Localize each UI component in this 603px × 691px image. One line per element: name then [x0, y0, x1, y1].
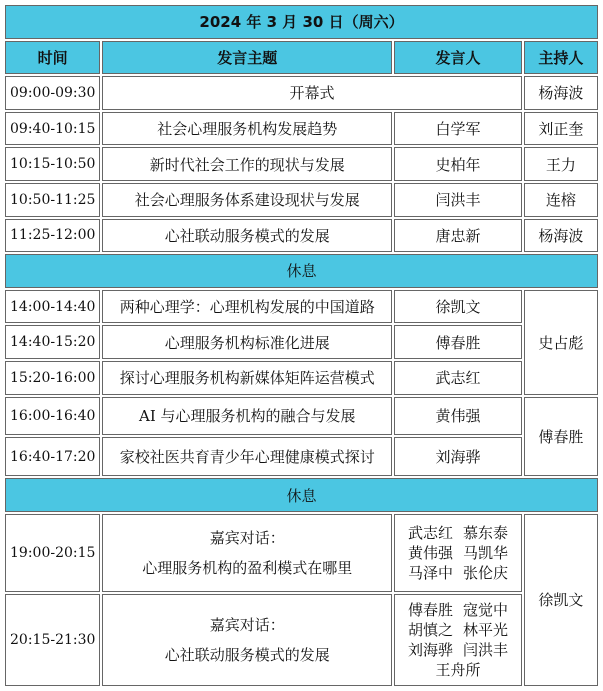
col-header-host: 主持人: [524, 41, 598, 75]
speaker-cell: 白学军: [394, 112, 521, 146]
time-cell: 09:40-10:15: [5, 112, 100, 146]
topic-cell: 两种心理学：心理机构发展的中国道路: [102, 290, 392, 324]
speaker-name: 马泽中: [407, 563, 453, 582]
speaker-cell: 徐凯文: [394, 290, 521, 324]
break-label: 休息: [5, 478, 598, 512]
host-cell: 史占彪: [524, 290, 598, 395]
host-cell: 王力: [524, 147, 598, 181]
speaker-name: 刘海骅: [407, 640, 453, 659]
topic-cell: 探讨心理服务机构新媒体矩阵运营模式: [102, 361, 392, 395]
topic-title: 心理服务机构的盈利模式在哪里: [142, 558, 353, 577]
speaker-name: 闫洪丰: [462, 640, 508, 659]
col-header-topic: 发言主题: [102, 41, 392, 75]
column-header-row: [5, 41, 598, 75]
table-row: [5, 437, 598, 476]
time-cell: 10:15-10:50: [5, 147, 100, 181]
speaker-cell: [394, 514, 521, 592]
topic-cell: 心社联动服务模式的发展: [102, 219, 392, 253]
table-row: [5, 147, 598, 181]
speaker-name: 慕东泰: [462, 523, 508, 542]
topic-title: 心社联动服务模式的发展: [164, 645, 330, 664]
col-header-time: 时间: [5, 41, 100, 75]
time-cell: 14:00-14:40: [5, 290, 100, 324]
speaker-name: 马凯华: [462, 543, 508, 562]
table-row: [5, 112, 598, 146]
table-row: [5, 325, 598, 359]
break-label: 休息: [5, 254, 598, 288]
host-cell: 徐凯文: [524, 514, 598, 686]
speaker-cell: 武志红: [394, 361, 521, 395]
speaker-cell: 闫洪丰: [394, 183, 521, 217]
speaker-cell: 傅春胜: [394, 325, 521, 359]
topic-cell: [102, 594, 392, 687]
dialogue-row: [5, 594, 598, 687]
topic-cell: 社会心理服务体系建设现状与发展: [102, 183, 392, 217]
speaker-list: [408, 600, 508, 680]
topic-cell: 新时代社会工作的现状与发展: [102, 147, 392, 181]
date-header: 2024 年 3 月 30 日（周六）: [5, 5, 598, 39]
table-row: [5, 219, 598, 253]
table-row: [5, 76, 598, 110]
date-header-row: [5, 5, 598, 39]
table-row: [5, 290, 598, 324]
speaker-name: 傅春胜: [407, 600, 453, 619]
table-row: [5, 397, 598, 436]
dialogue-row: [5, 514, 598, 592]
topic-prefix: 嘉宾对话：: [209, 615, 285, 634]
host-cell: 连榕: [524, 183, 598, 217]
time-cell: 10:50-11:25: [5, 183, 100, 217]
time-cell: 16:00-16:40: [5, 397, 100, 436]
topic-cell: 家校社医共育青少年心理健康模式探讨: [102, 437, 392, 476]
speaker-cell: [394, 594, 521, 687]
topic-cell: AI 与心理服务机构的融合与发展: [102, 397, 392, 436]
speaker-name: 王舟所: [435, 660, 481, 679]
host-cell: 刘正奎: [524, 112, 598, 146]
time-cell: 19:00-20:15: [5, 514, 100, 592]
host-cell: 杨海波: [524, 76, 598, 110]
speaker-name: 武志红: [407, 523, 453, 542]
speaker-name: 黄伟强: [407, 543, 453, 562]
time-cell: 15:20-16:00: [5, 361, 100, 395]
host-cell: 傅春胜: [524, 397, 598, 477]
topic-cell: [102, 514, 392, 592]
speaker-cell: 唐忠新: [394, 219, 521, 253]
topic-cell: 开幕式: [102, 76, 521, 110]
time-cell: 09:00-09:30: [5, 76, 100, 110]
time-cell: 16:40-17:20: [5, 437, 100, 476]
speaker-cell: 史柏年: [394, 147, 521, 181]
topic-prefix: 嘉宾对话：: [209, 528, 285, 547]
topic-cell: 社会心理服务机构发展趋势: [102, 112, 392, 146]
table-row: [5, 183, 598, 217]
table-row: [5, 361, 598, 395]
break-row: [5, 478, 598, 512]
host-cell: 杨海波: [524, 219, 598, 253]
speaker-cell: 刘海骅: [394, 437, 521, 476]
col-header-speaker: 发言人: [394, 41, 521, 75]
time-cell: 11:25-12:00: [5, 219, 100, 253]
speaker-list: [408, 523, 508, 583]
break-row: [5, 254, 598, 288]
speaker-name: 林平光: [462, 620, 508, 639]
time-cell: 20:15-21:30: [5, 594, 100, 687]
time-cell: 14:40-15:20: [5, 325, 100, 359]
speaker-name: 张伦庆: [462, 563, 508, 582]
topic-cell: 心理服务机构标准化进展: [102, 325, 392, 359]
speaker-cell: 黄伟强: [394, 397, 521, 436]
speaker-name: 胡慎之: [407, 620, 453, 639]
speaker-name: 寇觉中: [462, 600, 508, 619]
agenda-table: [3, 3, 600, 688]
